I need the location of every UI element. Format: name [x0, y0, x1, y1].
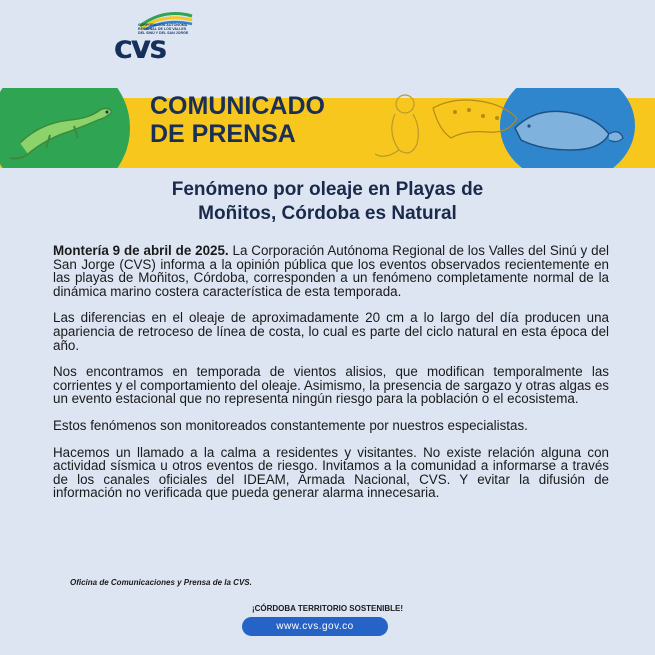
dateline: Montería 9 de abril de 2025.: [53, 243, 229, 258]
header-banner: [0, 88, 655, 168]
paragraph-3: Nos encontramos en temporada de vientos alisios, que modifican temporalmente las corrientes y el comportamiento del oleaje. Asimismo, la presencia de sargazo y otras algas es un evento estacional que no representa ningún riesgo para la población o el ecosistema.: [53, 364, 609, 407]
press-release-body: [53, 244, 609, 513]
signature: Oficina de Comunicaciones y Prensa de la CVS.: [70, 578, 252, 587]
paragraph-2: Las diferencias en el oleaje de aproximadamente 20 cm a lo largo del día producen una apariencia de retroceso de línea de costa, lo cual es parte del ciclo natural en esta época del año.: [53, 310, 609, 353]
headline: [0, 178, 655, 226]
page-title: [150, 92, 325, 148]
paragraph-1: [53, 244, 609, 298]
title-line-1: COMUNICADO: [150, 92, 325, 120]
headline-line-2: Moñitos, Córdoba es Natural: [198, 203, 457, 224]
title-line-2: DE PRENSA: [150, 120, 296, 148]
logo-small-text: CORPORACIÓN AUTÓNOMA REGIONAL DE LOS VALLES DEL SINÚ Y DEL SAN JORGE: [138, 23, 189, 35]
iguana-icon: [0, 88, 130, 168]
headline-line-1: Fenómeno por oleaje en Playas de: [171, 179, 484, 200]
paragraph-1-text: La Corporación Autónoma Regional de los Valles del Sinú y del San Jorge (CVS) informa a la opinión pública que los eventos observados recientemente en las playas de Moñitos, Córdoba, corresponden a un fenómeno completamente normal de la dinámica marino costera característica de esta temporada.: [53, 243, 609, 299]
manatee-icon: [505, 88, 625, 168]
website-link[interactable]: www.cvs.gov.co: [242, 617, 388, 636]
paragraph-5: Hacemos un llamado a la calma a residentes y visitantes. No existe relación alguna con actividad sísmica u otros eventos de riesgo. Invitamos a la comunidad a informarse a través de los canales oficiales del IDEAM, Armada Nacional, CVS. Y evitar la difusión de información no verificada que pueda generar alarma innecesaria.: [53, 444, 609, 501]
slogan: ¡CÓRDOBA TERRITORIO SOSTENIBLE!: [251, 604, 404, 613]
logo-text: CVS: [114, 36, 166, 64]
cvs-logo: [112, 14, 192, 64]
paragraph-4: Estos fenómenos son monitoreados constantemente por nuestros especialistas.: [53, 417, 528, 433]
